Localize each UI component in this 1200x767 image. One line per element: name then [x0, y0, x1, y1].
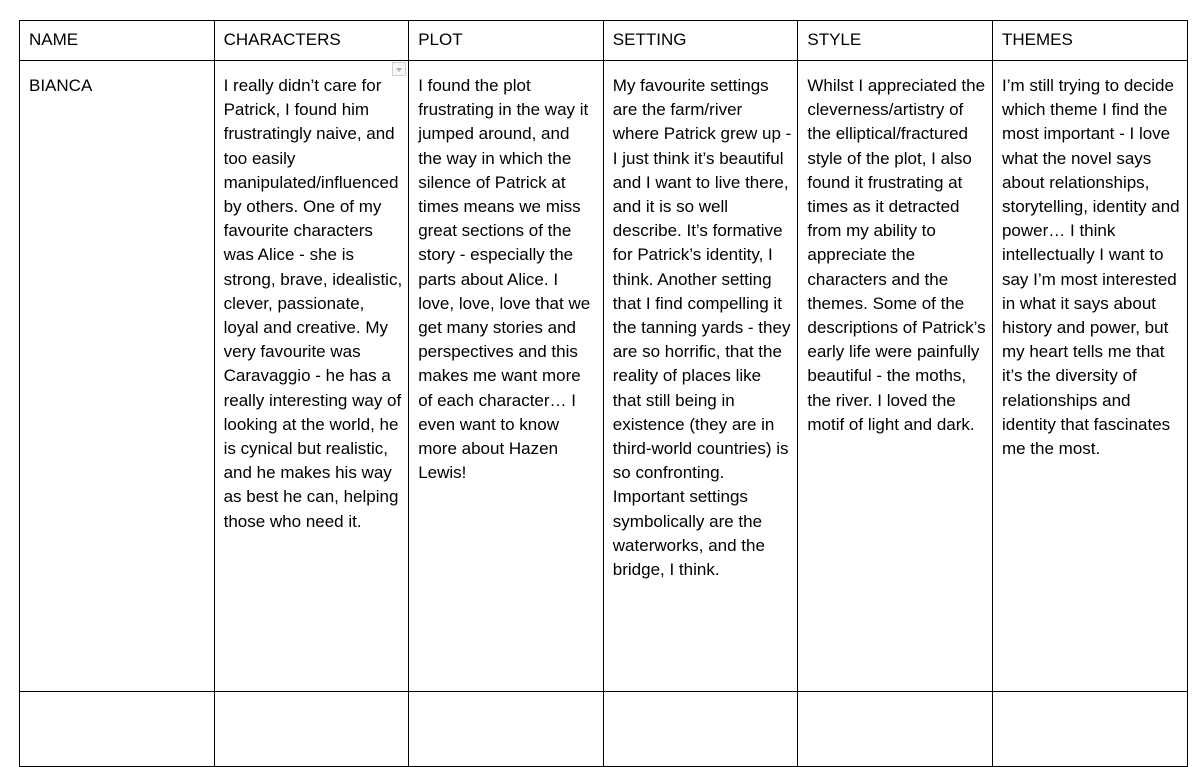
cell-name[interactable]: BIANCA	[20, 61, 215, 692]
header-row	[20, 21, 1188, 61]
cell-style[interactable]: Whilst I appreciated the cleverness/artistry of the elliptical/fractured style of the plot, I also found it frustrating at times as it detracted from my ability to appreciate the characters and the themes. Some of the descriptions of Patrick’s early life were painfully beautiful - the moths, the river. I loved the motif of light and dark.	[798, 61, 993, 692]
cell-setting[interactable]: My favourite settings are the farm/river where Patrick grew up - I just think it’s beautiful and I want to live there, and it is so well describe. It’s formative for Patrick’s identity, I think. Another setting that I find compelling it the tanning yards - they are so horrific, that the reality of places like that still being in existence (they are in third-world countries) is so confronting. Important settings symbolically are the waterworks, and the bridge, I think.	[603, 61, 798, 692]
header-themes[interactable]: THEMES	[992, 21, 1187, 61]
header-setting[interactable]: SETTING	[603, 21, 798, 61]
header-characters[interactable]: CHARACTERS	[214, 21, 409, 61]
header-plot[interactable]: PLOT	[409, 21, 604, 61]
cell-characters[interactable]	[214, 692, 409, 767]
reading-response-table	[19, 20, 1188, 767]
cell-characters[interactable]	[214, 61, 409, 692]
cell-setting[interactable]	[603, 692, 798, 767]
cell-themes[interactable]: I’m still trying to decide which theme I find the most important - I love what the novel says about relationships, storytelling, identity and power… I think intellectually I want to say I’m most interested in what it says about history and power, but my heart tells me that it’s the diversity of relationships and identity that fascinates me the most.	[992, 61, 1187, 692]
cell-plot[interactable]: I found the plot frustrating in the way it jumped around, and the way in which the silence of Patrick at times means we miss great sections of the story - especially the parts about Alice. I love, love, love that we get many stories and perspectives and this makes me want more of each character… I even want to know more about Hazen Lewis!	[409, 61, 604, 692]
cell-name[interactable]	[20, 692, 215, 767]
header-name[interactable]: NAME	[20, 21, 215, 61]
table-row	[20, 61, 1188, 692]
cell-style[interactable]	[798, 692, 993, 767]
table-row	[20, 692, 1188, 767]
chevron-down-icon[interactable]	[392, 62, 406, 76]
cell-themes[interactable]	[992, 692, 1187, 767]
header-style[interactable]: STYLE	[798, 21, 993, 61]
cell-plot[interactable]	[409, 692, 604, 767]
cell-characters-text: I really didn’t care for Patrick, I found him frustratingly naive, and too easily manipulated/influenced by others. One of my favourite characters was Alice - she is strong, brave, idealistic, clever, passionate, loyal and creative. My very favourite was Caravaggio - he has a really interesting way of looking at the world, he is cynical but realistic, and he makes his way as best he can, helping those who need it.	[223, 76, 403, 531]
cell-characters-wrap	[224, 74, 403, 534]
